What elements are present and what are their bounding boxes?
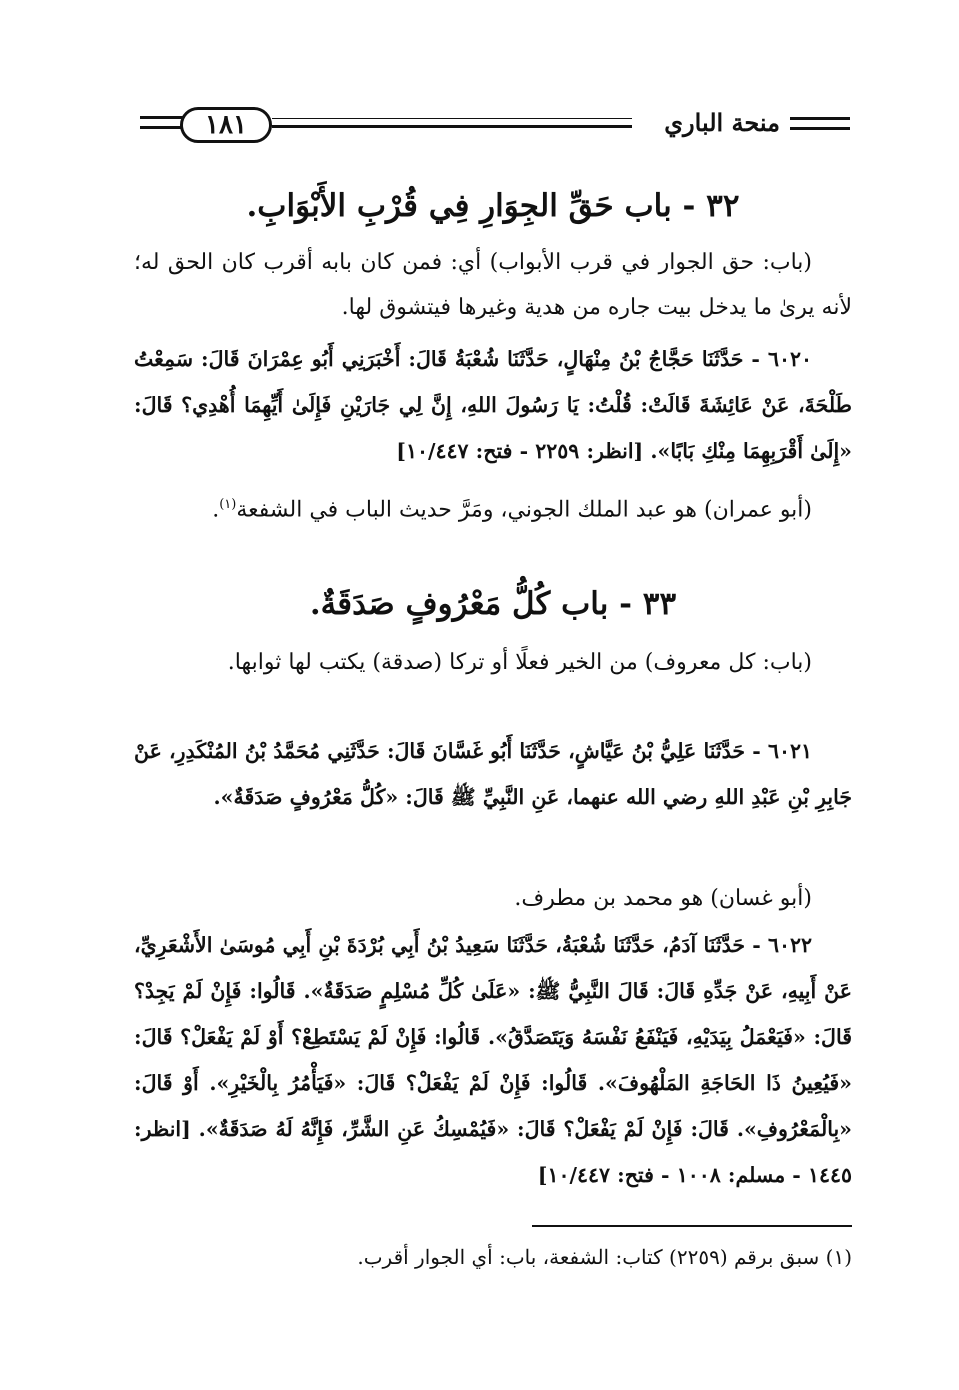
note-6020-text: (أبو عمران) هو عبد الملك الجوني، ومَرَّ حديث الباب في الشفعة: [236, 497, 812, 523]
header-rule-middle-thin: [272, 118, 632, 119]
footnote-1: (١) سبق برقم (٢٢٥٩) كتاب: الشفعة، باب: أي الجوار أقرب.: [357, 1245, 852, 1269]
page-number: ١٨١: [180, 107, 272, 143]
header-rule-right-bottom: [790, 127, 850, 130]
running-title: منحة الباري: [664, 108, 780, 137]
note-6020: [134, 482, 852, 532]
commentary-33: (باب: كل معروف) من الخير فعلًا أو تركا (صدقة) يكتب لها ثوابها.: [227, 650, 812, 675]
header-rule-right-top: [790, 117, 850, 120]
hadith-6020: ٦٠٢٠ - حَدَّثَنَا حَجَّاجُ بْنُ مِنْهَالٍ، حَدَّثَنَا شُعْبَةُ قَالَ: أَخْبَرَنِي أَبُو عِمْرَانَ قَالَ: سَمِعْتُ طَلْحَةَ، عَنْ عَائِشَةَ قَالَتْ: قُلْتُ: يَا رَسُولَ اللهِ، إِنَّ لِي جَارَيْنِ فَإِلَىٰ أَيِّهِمَا أُهْدِي؟ قَالَ: «إِلَىٰ أَقْرَبِهِمَا مِنْكِ بَابًا». [انظر: ٢٢٥٩ - فتح: ١٠/٤٤٧]: [134, 347, 852, 463]
footnote-ref-1[interactable]: (١): [219, 497, 237, 512]
hadith-6021: ٦٠٢١ - حَدَّثَنَا عَلِيُّ بْنُ عَيَّاشٍ، حَدَّثَنَا أَبُو غَسَّانَ قَالَ: حَدَّثَنِي مُحَمَّدُ بْنُ المُنْكَدِرِ، عَنْ جَابِرِ بْنِ عَبْدِ اللهِ رضي الله عنهما، عَنِ النَّبِيِّ ﷺ قَالَ: «كُلُّ مَعْرُوفٍ صَدَقَةٌ».: [134, 739, 852, 809]
footnote-separator: [532, 1225, 852, 1227]
chapter-heading-33: ٣٣ - باب كُلُّ مَعْرُوفٍ صَدَقَةٌ.: [309, 586, 677, 622]
note-6020-end: .: [212, 497, 220, 523]
commentary-32: (باب: حق الجوار في قرب الأبواب) أي: فمن كان بابه أقرب كان الحق له؛ لأنه يرىٰ ما يدخل بيت جاره من هدية وغيرها فيتشوق لها.: [134, 250, 852, 320]
running-header: [140, 100, 852, 154]
hadith-6022: ٦٠٢٢ - حَدَّثَنَا آدَمُ، حَدَّثَنَا شُعْبَةُ، حَدَّثَنَا سَعِيدُ بْنُ أَبِي بُرْدَةَ بْنِ أَبِي مُوسَىٰ الأَشْعَرِيِّ، عَنْ أَبِيهِ، عَنْ جَدِّهِ قَالَ: قَالَ النَّبِيُّ ﷺ: «عَلَىٰ كُلِّ مُسْلِمٍ صَدَقَةٌ». قَالُوا: فَإِنْ لَمْ يَجِدْ؟ قَالَ: «فَيَعْمَلُ بِيَدَيْهِ، فَيَنْفَعُ نَفْسَهُ وَيَتَصَدَّقُ». قَالُوا: فَإِنْ لَمْ يَسْتَطِعْ؟ أَوْ لَمْ يَفْعَلْ؟ قَالَ: «فَيُعِينُ ذَا الحَاجَةِ المَلْهُوفَ». قَالُوا: فَإِنْ لَمْ يَفْعَلْ؟ قَالَ: «فَيَأْمُرُ بِالْخَيْرِ». أَوْ قَالَ: «بِالْمَعْرُوفِ». قَالَ: فَإِنْ لَمْ يَفْعَلْ؟ قَالَ: «فَيُمْسِكُ عَنِ الشَّرِّ، فَإِنَّهُ لَهُ صَدَقَةٌ». [انظر: ١٤٤٥ - مسلم: ١٠٠٨ - فتح: ١٠/٤٤٧]: [134, 933, 852, 1187]
header-rule-middle: [272, 125, 632, 128]
note-6021: (أبو غسان) هو محمد بن مطرف.: [514, 886, 812, 911]
chapter-heading-32: ٣٢ - باب حَقِّ الجِوَارِ فِي قُرْبِ الأَبْوَابِ.: [246, 188, 740, 224]
